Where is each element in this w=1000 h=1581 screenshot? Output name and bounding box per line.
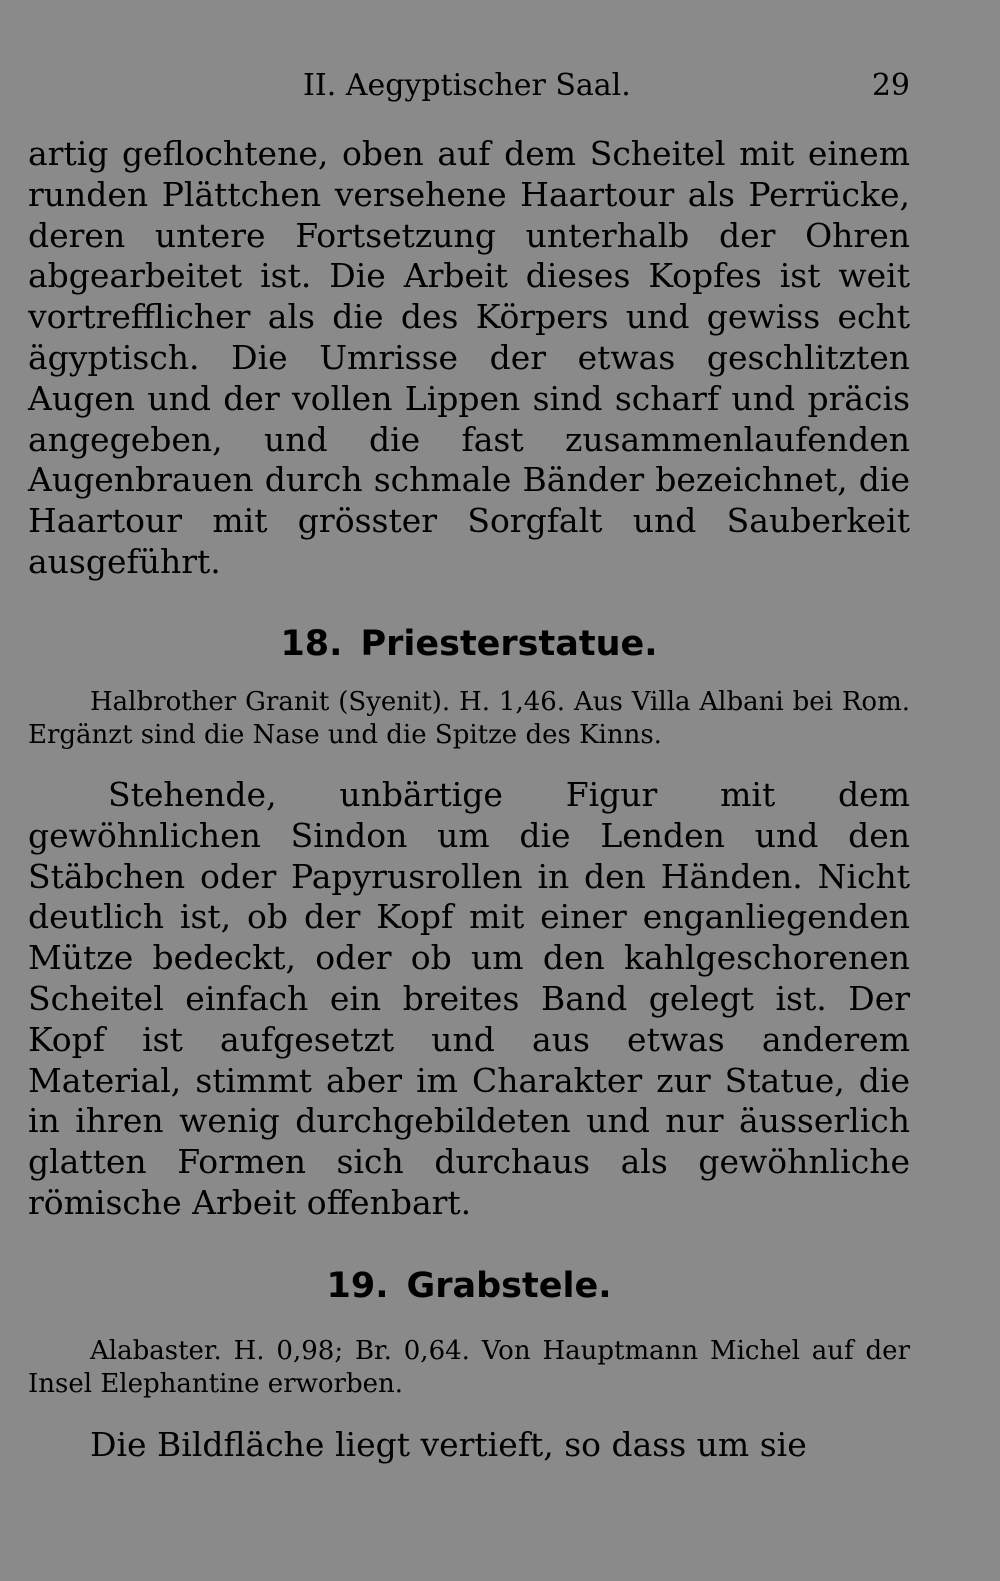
entry-18-meta: Halbrother Granit (Syenit). H. 1,46. Aus Villa Albani bei Rom. Ergänzt sind die Nase und die Spitze des Kinns. <box>28 687 910 750</box>
entry-18-heading <box>28 622 910 666</box>
entry-19-heading <box>28 1264 910 1308</box>
entry-18-body: Stehende, unbärtige Figur mit dem gewöhnlichen Sindon um die Lenden und den Stäbchen oder Papyrusrollen in den Händen. Nicht deutlich ist, ob der Kopf mit einer enganliegenden Mütze bedeckt, oder ob um den kahlgeschorenen Scheitel einfach ein breites Band gelegt ist. Der Kopf ist aufgesetzt und aus etwas anderem Material, stimmt aber im Charakter zur Statue, die in ihren wenig durchgebildeten und nur äusserlich glatten Formen sich durchaus als gewöhnliche römische Arbeit offenbart. <box>28 775 910 1222</box>
entry-19-meta: Alabaster. H. 0,98; Br. 0,64. Von Hauptmann Michel auf der Insel Elephantine erworben. <box>28 1336 910 1399</box>
entry-18-number: 18. <box>280 624 343 664</box>
running-title: II. Aegyptischer Saal. <box>303 68 631 103</box>
entry-19-title: Grabstele. <box>406 1266 612 1306</box>
entry-19-number: 19. <box>326 1266 389 1306</box>
book-page <box>28 0 910 1581</box>
page-number: 29 <box>871 68 910 103</box>
entry-19-body: Die Bildfläche liegt vertieft, so dass um sie <box>90 1425 807 1464</box>
paragraph-continued: artig geflochtene, oben auf dem Scheitel mit einem runden Plättchen versehene Haartour als Perrücke, deren untere Fortsetzung unterhalb der Ohren abgearbeitet ist. Die Arbeit dieses Kopfes ist weit vortrefflicher als die des Körpers und gewiss echt ägyptisch. Die Umrisse der etwas geschlitzten Augen und der vollen Lippen sind scharf und präcis angegeben, und die fast zusammenlaufenden Augenbrauen durch schmale Bänder bezeichnet, die Haartour mit grösster Sorgfalt und Sauberkeit ausgeführt. <box>28 134 910 581</box>
running-head <box>28 66 910 106</box>
entry-18-title: Priesterstatue. <box>360 624 658 664</box>
